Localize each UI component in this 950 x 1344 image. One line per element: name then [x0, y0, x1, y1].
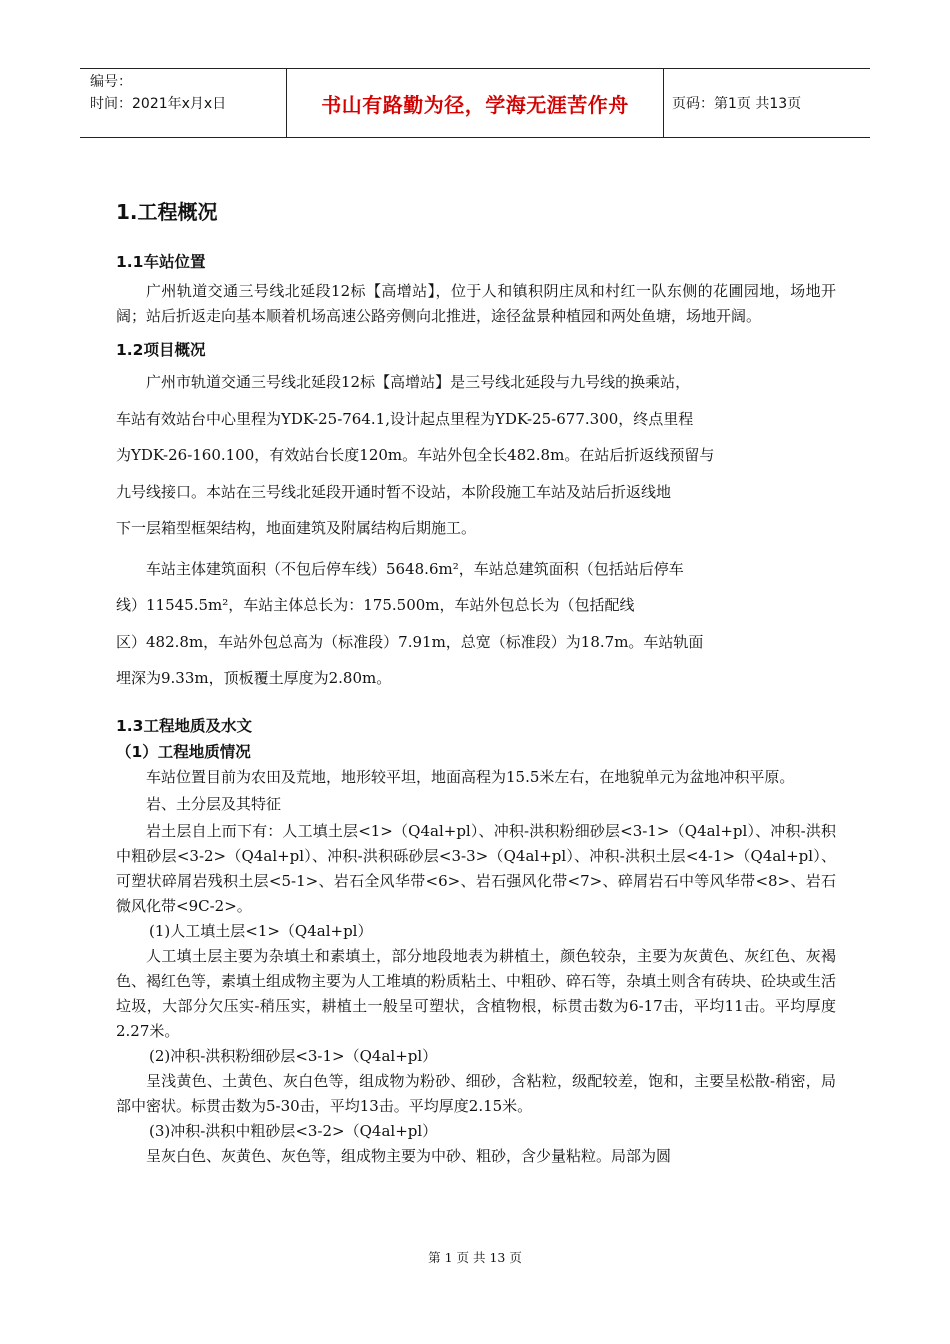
- paragraph-project-overview: [116, 364, 836, 547]
- layer-2-text: 呈浅黄色、土黄色、灰白色等，组成物为粉砂、细砂，含粘粒，级配较差，饱和，主要呈松散-稍密，局部中密状。标贯击数为5-30击，平均13击。平均厚度2.15米。: [116, 1071, 836, 1115]
- header-page-info: 页码：第1页 共13页: [672, 96, 802, 112]
- text-line: 下一层箱型框架结构，地面建筑及附属结构后期施工。: [116, 519, 477, 537]
- paragraph-layers-title: 岩、土分层及其特征: [146, 794, 282, 813]
- paragraph-layers: 岩土层自上而下有：人工填土层<1>（Q4al+pl）、冲积-洪积粉细砂层<3-1>（Q4al+pl）、冲积-洪积中粗砂层<3-2>（Q4al+pl）、冲积-洪积砾砂层<3-3>（Q4al+pl）、冲积-洪积土层<4-1>（Q4al+pl）、可塑状碎屑岩残积土层<5-1>、岩石全风华带<6>、岩石强风化带<7>、碎屑岩石中等风华带<8>、岩石微风化带<9C-2>。: [116, 821, 836, 915]
- paragraph-station-location: 广州轨道交通三号线北延段12标【高增站】，位于人和镇积阴庄凤和村红一队东侧的花圃园地，场地开阔；站后折返走向基本顺着机场高速公路旁侧向北推进，途径盆景种植园和两处鱼塘，场地开阔。: [116, 282, 836, 325]
- code-label: 编号：: [90, 74, 132, 90]
- text-line: 九号线接口。本站在三号线北延段开通时暂不设站，本阶段施工车站及站后折返线地: [116, 482, 672, 501]
- text-line: 埋深为9.33m，顶板覆土厚度为2.80m。: [116, 669, 392, 687]
- section-title: 1.工程概况: [116, 200, 218, 224]
- subsection-title-1-2: 1.2项目概况: [116, 341, 206, 359]
- document-body: [116, 196, 836, 1169]
- date-label: 时间：2021年x月x日: [90, 96, 227, 112]
- text-line: 广州市轨道交通三号线北延段12标【高增站】是三号线北延段与九号线的换乘站，: [146, 373, 691, 391]
- layer-3-title: (3)冲积-洪积中粗砂层<3-2>（Q4al+pl）: [149, 1121, 438, 1140]
- layer-2-title: (2)冲积-洪积粉细砂层<3-1>（Q4al+pl）: [149, 1046, 438, 1065]
- header-meta: [80, 69, 287, 137]
- header-motto: 书山有路勤为径，学海无涯苦作舟: [287, 69, 664, 137]
- layer-1-title: (1)人工填土层<1>（Q4al+pl）: [149, 921, 373, 940]
- text-line: 车站有效站台中心里程为YDK-25-764.1,设计起点里程为YDK-25-677.300，终点里程: [116, 409, 694, 428]
- page-header: [80, 68, 870, 138]
- paragraph-building-area: [116, 551, 836, 697]
- sub-heading-geology: （1）工程地质情况: [116, 742, 251, 761]
- page-footer: 第 1 页 共 13 页: [428, 1250, 522, 1265]
- text-line: 为YDK-26-160.100，有效站台长度120m。车站外包全长482.8m。在站后折返线预留与: [116, 446, 715, 464]
- subsection-title-1-3: 1.3工程地质及水文: [116, 716, 252, 735]
- layer-1-text: 人工填土层主要为杂填土和素填土，部分地段地表为耕植土，颜色较杂，主要为灰黄色、灰红色、灰褐色、褐红色等，素填土组成物主要为人工堆填的粉质粘土、中粗砂、碎石等，杂填土则含有砖块、砼块或生活垃圾，大部分欠压实-稍压实，耕植土一般呈可塑状，含植物根，标贯击数为6-17击，平均11击。平均厚度2.27米。: [116, 946, 837, 1040]
- text-line: 区）482.8m，车站外包总高为（标准段）7.91m，总宽（标准段）为18.7m。车站轨面: [116, 632, 704, 651]
- layer-3-text: 呈灰白色、灰黄色、灰色等，组成物主要为中砂、粗砂，含少量粘粒。局部为圆: [146, 1146, 672, 1165]
- paragraph-geology: 车站位置目前为农田及荒地，地形较平坦，地面高程为15.5米左右，在地貌单元为盆地冲积平原。: [146, 767, 795, 786]
- text-line: 线）11545.5m²，车站主体总长为：175.500m，车站外包总长为（包括配线: [116, 596, 635, 614]
- subsection-title-1-1: 1.1车站位置: [116, 253, 206, 271]
- text-line: 车站主体建筑面积（不包后停车线）5648.6m²，车站总建筑面积（包括站后停车: [146, 559, 684, 578]
